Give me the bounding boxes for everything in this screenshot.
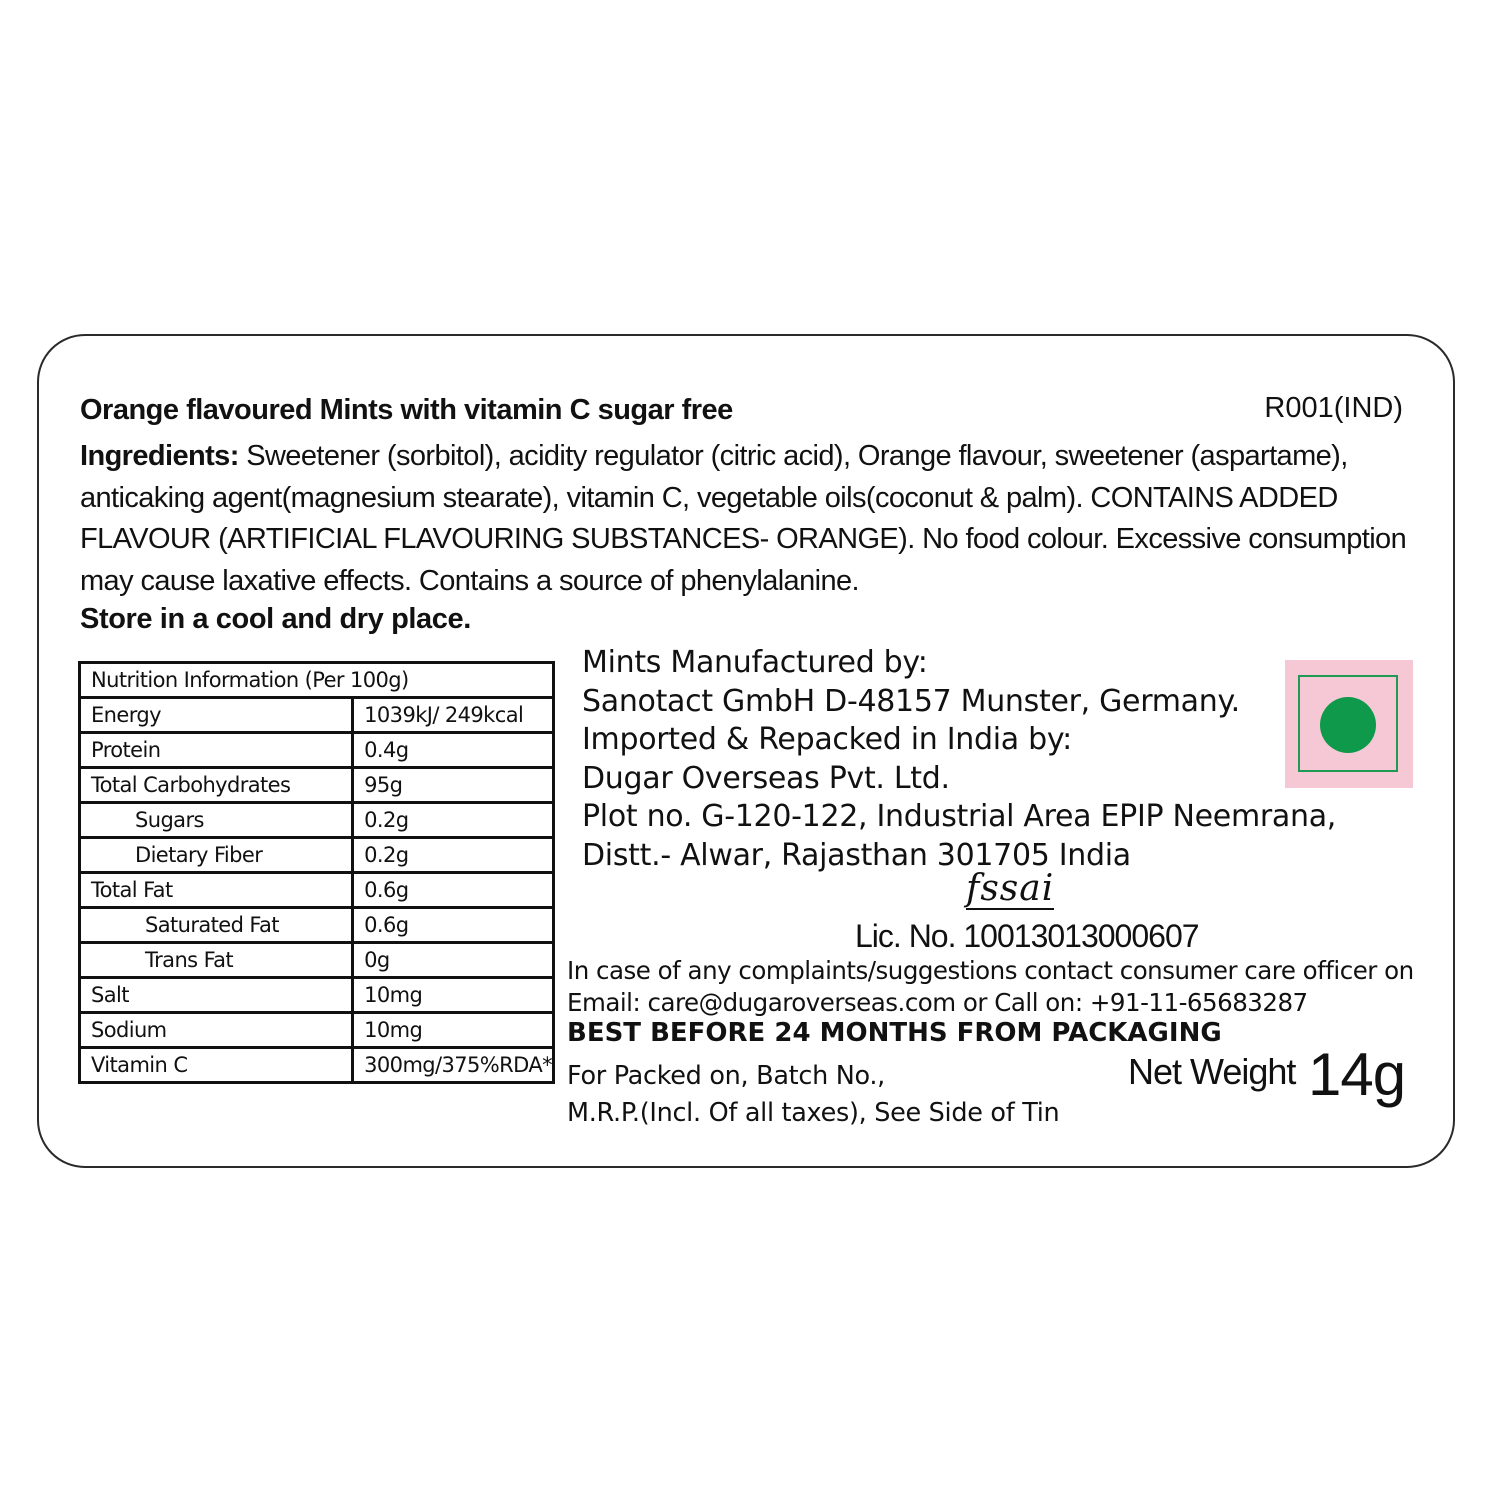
nutrient-value: 0g bbox=[353, 943, 554, 978]
contact-block bbox=[567, 955, 1414, 1019]
ingredients-text: Sweetener (sorbitol), acidity regulator (citric acid), Orange flavour, sweetener (aspartame), anticaking agent(magnesium stearate), vitamin C, vegetable oils(coconut & palm). CONTAINS ADDED FLAVOUR (ARTIFICIAL FLAVOURING SUBSTANCES- ORANGE). No food colour. Excessive consumption may cause laxative effects. Contains a source of phenylalanine. bbox=[80, 440, 1407, 597]
manufacturer-block bbox=[582, 644, 1336, 875]
nutrient-name: Salt bbox=[80, 978, 353, 1013]
nutrient-value: 0.6g bbox=[353, 908, 554, 943]
table-row bbox=[80, 1048, 554, 1083]
manufacturer-line: Imported & Repacked in India by: bbox=[582, 722, 1072, 757]
nutrient-name: Total Fat bbox=[80, 873, 353, 908]
net-weight-label: Net Weight bbox=[1128, 1051, 1296, 1092]
veg-dot-icon bbox=[1320, 697, 1376, 753]
nutrient-name: Total Carbohydrates bbox=[80, 768, 353, 803]
table-row bbox=[80, 1013, 554, 1048]
product-title: Orange flavoured Mints with vitamin C sugar free bbox=[80, 394, 733, 426]
table-row bbox=[80, 838, 554, 873]
manufacturer-line: Sanotact GmbH D-48157 Munster, Germany. bbox=[582, 683, 1240, 719]
packed-info bbox=[567, 1058, 1059, 1132]
table-row bbox=[80, 698, 554, 733]
ingredients-label: Ingredients: bbox=[80, 440, 239, 472]
nutrition-header-row bbox=[80, 663, 554, 698]
table-row bbox=[80, 943, 554, 978]
license-number: Lic. No. 10013013000607 bbox=[855, 918, 1199, 954]
table-row bbox=[80, 978, 554, 1013]
nutrient-name: Sugars bbox=[80, 803, 353, 838]
packed-line: M.R.P.(Incl. Of all taxes), See Side of Tin bbox=[567, 1098, 1060, 1128]
table-row bbox=[80, 768, 554, 803]
nutrient-value: 0.6g bbox=[353, 873, 554, 908]
packed-line: For Packed on, Batch No., bbox=[567, 1061, 885, 1091]
nutrient-value: 0.4g bbox=[353, 733, 554, 768]
table-row bbox=[80, 908, 554, 943]
nutrient-name: Saturated Fat bbox=[80, 908, 353, 943]
nutrition-header: Nutrition Information (Per 100g) bbox=[80, 663, 554, 698]
net-weight-value: 14g bbox=[1308, 1041, 1406, 1108]
fssai-logo: fssai bbox=[966, 868, 1055, 909]
best-before: BEST BEFORE 24 MONTHS FROM PACKAGING bbox=[567, 1018, 1222, 1048]
product-code: R001(IND) bbox=[1264, 392, 1403, 424]
table-row bbox=[80, 733, 554, 768]
table-row bbox=[80, 803, 554, 838]
nutrient-name: Dietary Fiber bbox=[80, 838, 353, 873]
nutrient-name: Trans Fat bbox=[80, 943, 353, 978]
contact-line: In case of any complaints/suggestions contact consumer care officer on bbox=[567, 956, 1414, 985]
manufacturer-line: Dugar Overseas Pvt. Ltd. bbox=[582, 760, 950, 796]
storage-instruction: Store in a cool and dry place. bbox=[80, 603, 471, 635]
ingredients-paragraph bbox=[80, 436, 1410, 602]
nutrient-value: 0.2g bbox=[353, 838, 554, 873]
nutrient-name: Sodium bbox=[80, 1013, 353, 1048]
manufacturer-line: Distt.- Alwar, Rajasthan 301705 India bbox=[582, 837, 1131, 873]
manufacturer-line: Mints Manufactured by: bbox=[582, 645, 928, 680]
manufacturer-line: Plot no. G-120-122, Industrial Area EPIP Neemrana, bbox=[582, 799, 1337, 834]
nutrient-name: Protein bbox=[80, 733, 353, 768]
nutrient-value: 300mg/375%RDA* bbox=[353, 1048, 554, 1083]
nutrition-table bbox=[78, 661, 555, 1084]
nutrient-value: 10mg bbox=[353, 978, 554, 1013]
nutrient-value: 1039kJ/ 249kcal bbox=[353, 698, 554, 733]
contact-line: Email: care@dugaroverseas.com or Call on: +91-11-65683287 bbox=[567, 988, 1308, 1017]
nutrient-value: 0.2g bbox=[353, 803, 554, 838]
nutrient-value: 10mg bbox=[353, 1013, 554, 1048]
nutrient-name: Energy bbox=[80, 698, 353, 733]
nutrient-value: 95g bbox=[353, 768, 554, 803]
nutrient-name: Vitamin C bbox=[80, 1048, 353, 1083]
table-row bbox=[80, 873, 554, 908]
